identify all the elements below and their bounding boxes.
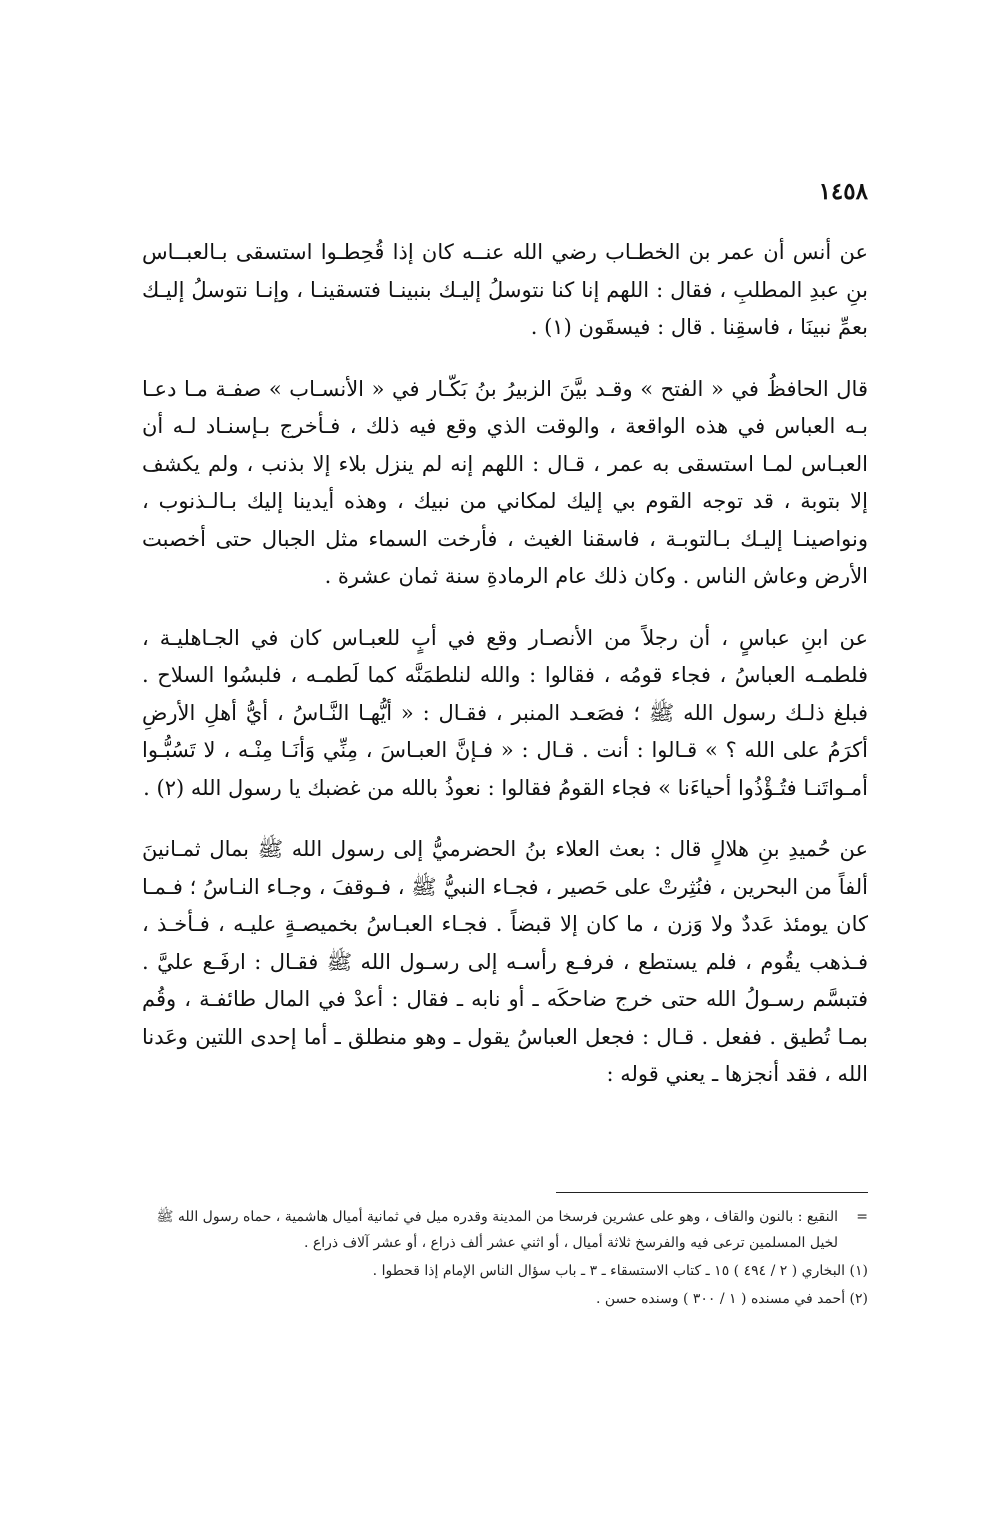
footnote-continued — [142, 1204, 868, 1256]
paragraph-ibn-abbas: عن ابنِ عباسٍ ، أن رجلاً من الأنصـار وقع في أبٍ للعبـاس كان في الجـاهليـة ، فلطمـه العباسُ ، فجاء قومُه ، فقالوا : والله لنلطمَنَّه كما لَطمـه ، فلبسُوا السلاح . فبلغ ذلـك رسول الله ﷺ ؛ فصَعـد المنبر ، فقـال : « أيُّهـا النَّـاسُ ، أيُّ أهلِ الأرضِ أكرَمُ على الله ؟ » قـالوا : أنت . قـال : « فـإنَّ العبـاسَ ، مِنِّي وَأنَـا مِنْـه ، لا تَسُبُّـوا أمـواتَنـا فتُـؤْذُوا أحياءَنا » فجاء القومُ فقالوا : نعوذُ بالله من غضبك يا رسول الله (٢) . — [142, 625, 868, 800]
page-number: ١٤٥٨ — [818, 178, 868, 205]
footnote-1: (١) البخاري ( ٢ / ٤٩٤ ) ١٥ ـ كتاب الاستسقاء ـ ٣ ـ باب سؤال الناس الإمام إذا قحطوا . — [372, 1263, 868, 1279]
footnote-divider — [556, 1192, 868, 1193]
footnote-continued-text: النقيع : بالنون والقاف ، وهو على عشرين فرسخا من المدينة وقدره ميل في ثمانية أميال هاشمية ، حماه رسول الله ﷺ لخيل المسلمين ترعى فيه والفرسخ ثلاثة أميال ، أو اثني عشر ألف ذراع ، أو عشر آلاف ذراع . — [156, 1209, 838, 1251]
paragraph-hafiz-fath: قال الحافظُ في « الفتح » وقـد بيَّنَ الزبيرُ بنُ بَكّـار في « الأنسـاب » صفـة مـا دعـا بـه العباس في هذه الواقعة ، والوقت الذي وقع فيه ذلك ، فـأخرج بـإسنـاد لـه أن العبـاس لمـا استسقى به عمر ، قـال : اللهم إنه لم ينزل بلاء إلا بذنب ، ولم يكشف إلا بتوبة ، قد توجه القوم بي إليك لمكاني من نبيك ، وهذه أيدينا إليك بـالـذنوب ، ونواصينـا إليـك بـالتوبـة ، فاسقنا الغيث ، فأرخت السماء مثل الجبال حتى أخصبت الأرض وعاش الناس . وكان ذلك عام الرمادةِ سنة ثمان عشرة . — [142, 376, 868, 588]
footnotes — [142, 1204, 868, 1314]
footnote-2: (٢) أحمد في مسنده ( ١ / ٣٠٠ ) وسنده حسن . — [595, 1291, 868, 1307]
body-text — [142, 234, 868, 1118]
paragraph-anas-istisqa: عن أنس أن عمر بن الخطـاب رضي الله عنــه كان إذا قُحِطـوا استسقى بـالعبــاس بنِ عبدِ المطلبِ ، فقال : اللهم إنا كنا نتوسلُ إليـك بنبينـا فتسقينـا ، وإنـا نتوسلُ إليـك بعمِّ نبينَا ، فاسقِنا . قال : فيسقَون (١) . — [142, 240, 868, 339]
continuation-mark: = — [856, 1209, 868, 1225]
paragraph-humaid-bin-hilal: عن حُميدِ بنِ هلالٍ قال : بعث العلاء بنُ الحضرميُّ إلى رسول الله ﷺ بمال ثمـانينَ ألفاً من البحرين ، فنُثِرتْ على حَصير ، فجـاء النبيُّ ﷺ ، فـوقفَ ، وجـاء النـاسُ ؛ فـمـا كان يومئذ عَددٌ ولا وَزن ، ما كان إلا قبضاً . فجـاء العبـاسُ بخميصـةٍ عليـه ، فـأخـذ ، فـذهب يقُوم ، فلم يستطع ، فرفـع رأسـه إلى رسـول الله ﷺ فقـال : ارفَـع عليَّ . فتبسَّم رسـولُ الله حتى خرج ضاحكَه ـ أو نابه ـ فقال : أعدْ في المال طائفـة ، وقُم بمـا تُطيق . ففعل . قـال : فجعل العباسُ يقول ـ وهو منطلق ـ أما إحدى اللتين وعَدنا الله ، فقد أنجزها ـ يعني قوله : — [142, 837, 868, 1086]
